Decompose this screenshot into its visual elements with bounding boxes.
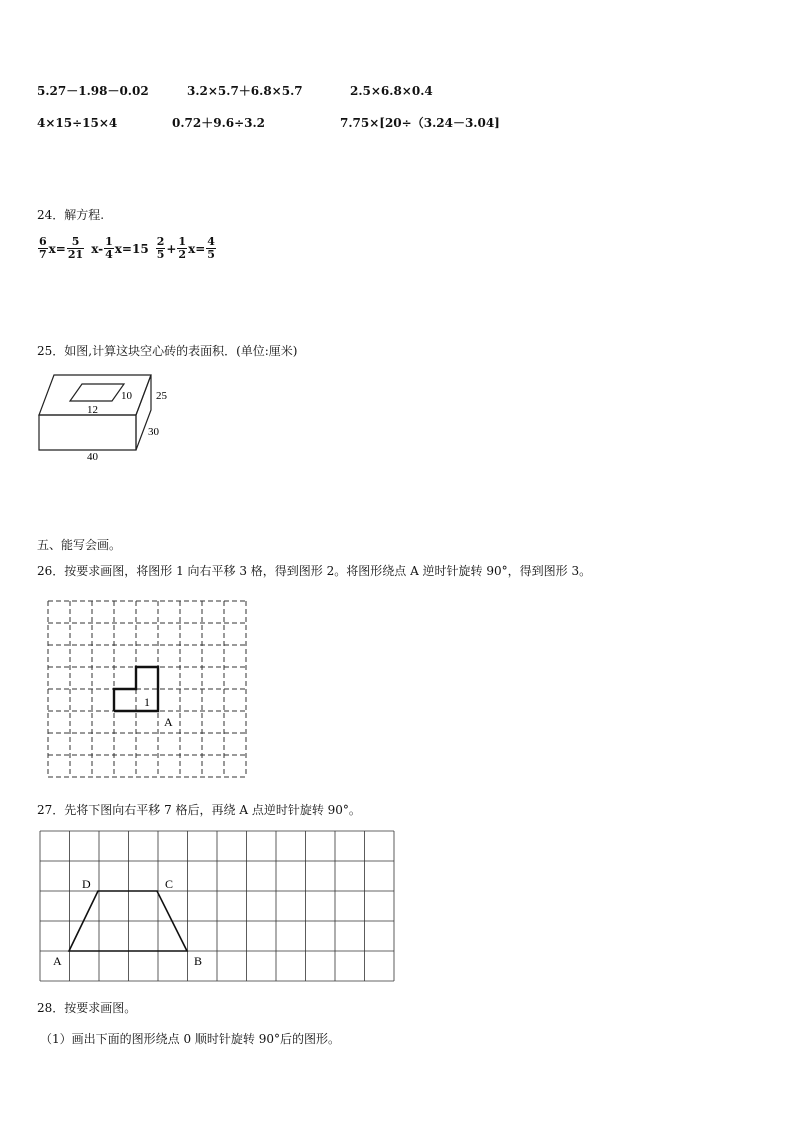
solid-grid <box>40 831 394 981</box>
q24-title: 24．解方程. <box>37 208 105 222</box>
eq3-fraction-c: $\frac{4}{5}$ <box>207 235 215 261</box>
shape-1 <box>114 667 158 711</box>
q24-equations <box>37 236 217 261</box>
label-length: 40 <box>87 451 98 463</box>
q28-sub1: （1）画出下面的图形绕点 0 顺时针旋转 90°后的图形。 <box>40 1032 340 1046</box>
eq2-post: x=15 <box>114 241 149 256</box>
eq1-mid: x= <box>48 241 66 256</box>
q27-title: 27．先将下图向右平移 7 格后，再绕 A 点逆时针旋转 90°。 <box>37 803 361 817</box>
eq1-fraction-a: $\frac{6}{7}$ <box>39 235 47 261</box>
calc-item-1-3: 2.5×6.8×0.4 <box>350 84 433 98</box>
q26-title: 26．按要求画图，将图形 1 向右平移 3 格，得到图形 2。将图形绕点 A 逆时针旋转 90°，得到图形 3。 <box>37 564 592 578</box>
calc-item-1-2: 3.2×5.7＋6.8×5.7 <box>187 84 303 98</box>
eq1-fraction-b: $\frac{5}{21}$ <box>67 235 84 261</box>
calc-item-2-2: 0.72＋9.6÷3.2 <box>172 116 266 130</box>
eq2-fraction: $\frac{1}{4}$ <box>105 235 113 261</box>
brick-side-face <box>136 375 151 450</box>
q27-grid-figure <box>39 830 399 985</box>
eq3-fraction-a: $\frac{2}{5}$ <box>156 235 165 261</box>
label-d: D <box>82 877 91 891</box>
q25-title: 25．如图,计算这块空心砖的表面积．(单位:厘米) <box>37 344 298 358</box>
calc-item-2-3: 7.75×[20÷（3.24－3.04] <box>340 116 500 130</box>
shape-1-label: 1 <box>144 695 150 709</box>
label-a: A <box>53 954 62 968</box>
calc-item-2-1: 4×15÷15×4 <box>37 116 118 130</box>
brick-hole <box>70 384 124 401</box>
calc-item-1-1: 5.27－1.98－0.02 <box>37 84 149 98</box>
eq3-fraction-b: $\frac{1}{2}$ <box>178 235 187 261</box>
label-height: 25 <box>156 390 167 402</box>
q26-grid-figure <box>44 597 254 782</box>
brick-front-face <box>39 415 136 450</box>
eq3-mid: x= <box>188 241 206 256</box>
eq2-pre: x- <box>91 241 104 256</box>
label-b: B <box>194 954 203 968</box>
section5-title: 五、能写会画。 <box>37 538 122 552</box>
point-a-label: A <box>164 715 173 729</box>
label-c: C <box>165 877 174 891</box>
label-hole-length: 12 <box>87 404 98 416</box>
q28-title: 28．按要求画图。 <box>37 1001 137 1015</box>
label-hole-width: 10 <box>121 390 132 402</box>
dashed-grid <box>48 601 246 777</box>
label-depth: 30 <box>148 426 159 438</box>
hollow-brick-figure <box>30 372 190 467</box>
eq3-plus: + <box>166 241 177 256</box>
